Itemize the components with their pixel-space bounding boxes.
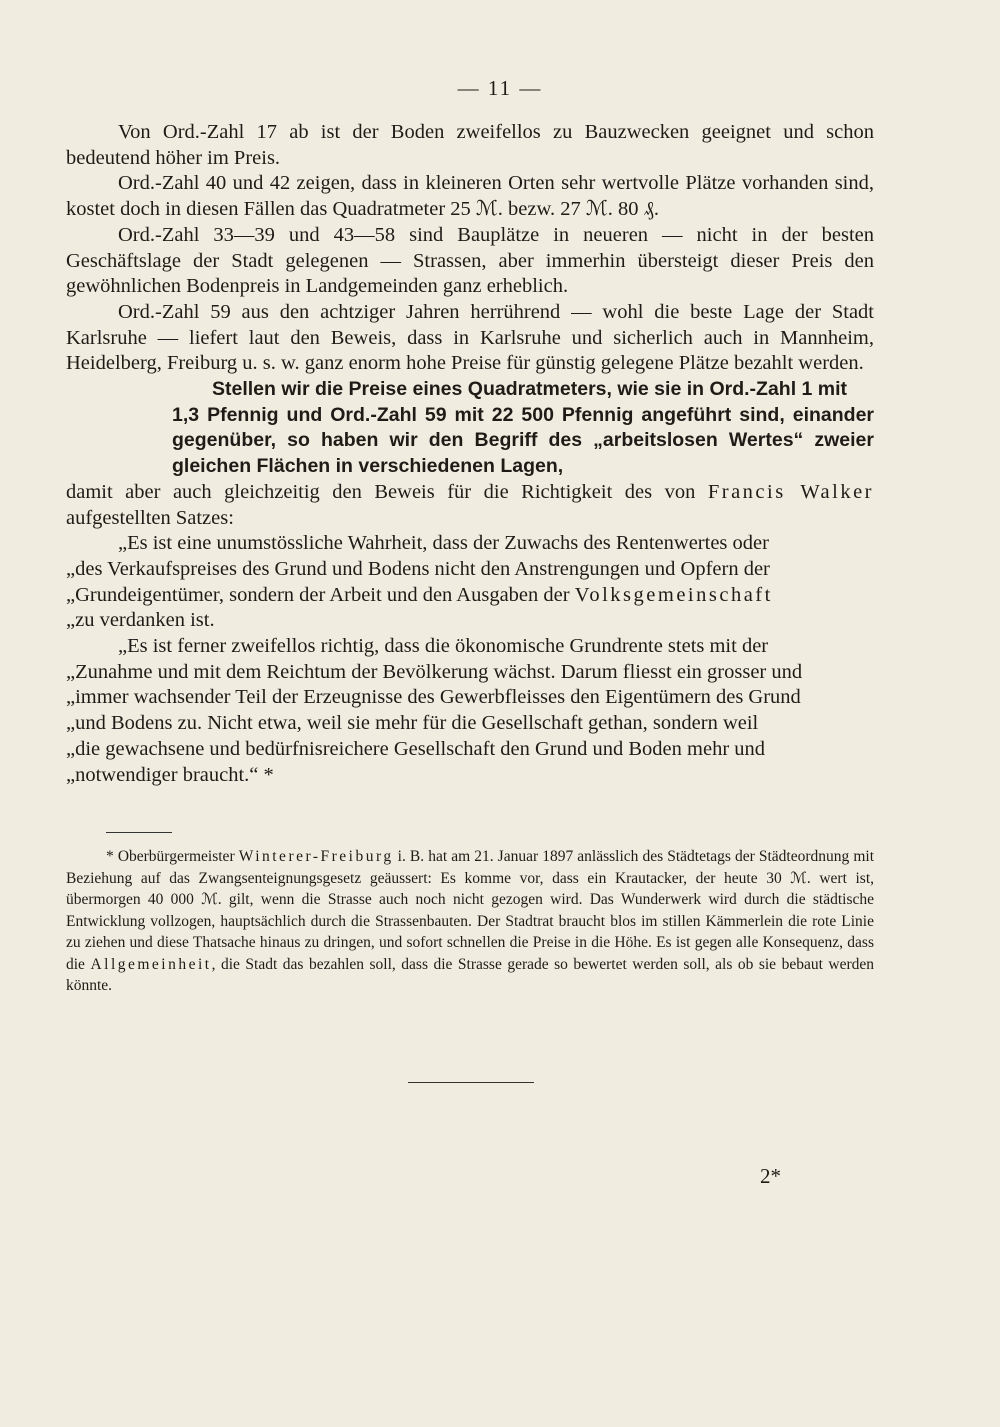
quote-2-line-5: „die gewachsene und bedürfnisreichere Gesellschaft den Grund und Boden mehr und bbox=[66, 737, 766, 760]
emphasis-block bbox=[172, 377, 874, 480]
quote-1-line-2: „des Verkaufspreises des Grund und Bodens nicht den Anstrengungen und Opfern der bbox=[66, 557, 770, 580]
footnote bbox=[66, 846, 874, 997]
continuation-before: damit aber auch gleichzeitig den Beweis für die Richtigkeit des von bbox=[66, 480, 696, 503]
continuation-paragraph bbox=[66, 480, 874, 531]
footnote-text bbox=[66, 846, 874, 997]
end-divider bbox=[408, 1082, 534, 1083]
footnote-spaced-word: Allgemeinheit bbox=[90, 955, 212, 973]
footnote-text-2: , die Stadt das bezahlen soll, dass die Strasse gerade so bewertet werden soll, als ob sie bebaut werden könnte. bbox=[66, 955, 874, 994]
emphasis-rest: 1,3 Pfennig und Ord.-Zahl 59 mit 22 500 Pfennig angeführt sind, einander gegenüber, so haben wir den Begriff des „arbeitslosen Wertes“ zweier gleichen Flächen in verschiedenen Lagen, bbox=[172, 403, 874, 478]
paragraph-1: Von Ord.-Zahl 17 ab ist der Boden zweifellos zu Bauzwecken geeignet und schon bedeutend höher im Preis. bbox=[66, 121, 874, 169]
main-text bbox=[66, 120, 874, 788]
quote-2-line-6: „notwendiger braucht.“ * bbox=[66, 763, 274, 786]
quote-2-line-2: „Zunahme und mit dem Reichtum der Bevölkerung wächst. Darum fliesst ein grosser und bbox=[66, 660, 803, 683]
quote-2-line-4: „und Bodens zu. Nicht etwa, weil sie mehr für die Gesellschaft gethan, sondern weil bbox=[66, 712, 759, 735]
paragraph-3: Ord.-Zahl 33—39 und 43—58 sind Bauplätze in neueren — nicht in der besten Geschäftslage der Stadt gelegenen — Strassen, aber immerhin übersteigt dieser Preis den gewöhnlichen Bodenpreis in Landgemeinden ganz erheblich. bbox=[66, 223, 874, 298]
footnote-divider bbox=[106, 832, 172, 833]
quote-2-line-3: „immer wachsender Teil der Erzeugnisse des Gewerbfleisses den Eigentümern des Grund bbox=[66, 686, 801, 709]
quote-2 bbox=[66, 634, 874, 788]
author-name: Francis Walker bbox=[707, 480, 874, 503]
paragraph-2: Ord.-Zahl 40 und 42 zeigen, dass in kleineren Orten sehr wertvolle Plätze vorhanden sind, kostet doch in diesen Fällen das Quadratmeter 25 ℳ. bezw. 27 ℳ. 80 ₰. bbox=[66, 172, 874, 221]
footnote-text-1: i. B. hat am 21. Januar 1897 anlässlich des Städtetags der Städteordnung mit Beziehung auf das Zwangsenteignungsgesetz geäussert: Es komme vor, dass ein Krautacker, der heute 30 ℳ. wert ist, übermorgen 40 000 ℳ. gilt, wenn die Strasse auch noch nicht gezogen wird. Das Wunderwerk wird durch die städtische Entwicklung vollzogen, hauptsächlich durch die Strassenbauten. Der Stadtrat braucht blos im stillen Kämmerlein die rote Linie zu ziehen und diese Thatsache hinaus zu dringen, und sofort schnellen die Preise in die Höhe. Es ist gegen alle Konsequenz, dass die bbox=[66, 848, 875, 973]
paragraph-4: Ord.-Zahl 59 aus den achtziger Jahren herrührend — wohl die beste Lage der Stadt Karlsruhe — liefert laut den Beweis, dass in Karlsruhe und sicherlich auch in Mannheim, Heidelberg, Freiburg u. s. w. ganz enorm hohe Preise für günstig gelegene Plätze bezahlt werden. bbox=[66, 300, 874, 375]
quote-1-spaced-word: Volksgemeinschaft bbox=[574, 583, 773, 606]
quote-2-line-1: „Es ist ferner zweifellos richtig, dass die ökonomische Grundrente stets mit der bbox=[118, 635, 769, 658]
footnote-lead: * Oberbürgermeister bbox=[106, 848, 235, 865]
quote-1 bbox=[66, 531, 874, 634]
continuation-after: aufgestellten Satzes: bbox=[66, 506, 234, 529]
footnote-name: Winterer-Freiburg bbox=[238, 848, 394, 865]
signature-mark: 2* bbox=[760, 1164, 781, 1188]
emphasis-line-1: Stellen wir die Preise eines Quadratmeters, wie sie in Ord.-Zahl 1 mit bbox=[212, 378, 848, 401]
quote-1-line-3-text: „Grundeigentümer, sondern der Arbeit und den Ausgaben der bbox=[66, 583, 570, 606]
quote-1-line-1: „Es ist eine unumstössliche Wahrheit, dass der Zuwachs des Rentenwertes oder bbox=[118, 532, 769, 555]
page-number: — 11 — bbox=[457, 76, 543, 100]
quote-1-line-3 bbox=[66, 583, 874, 609]
quote-1-line-4: „zu verdanken ist. bbox=[66, 609, 215, 632]
